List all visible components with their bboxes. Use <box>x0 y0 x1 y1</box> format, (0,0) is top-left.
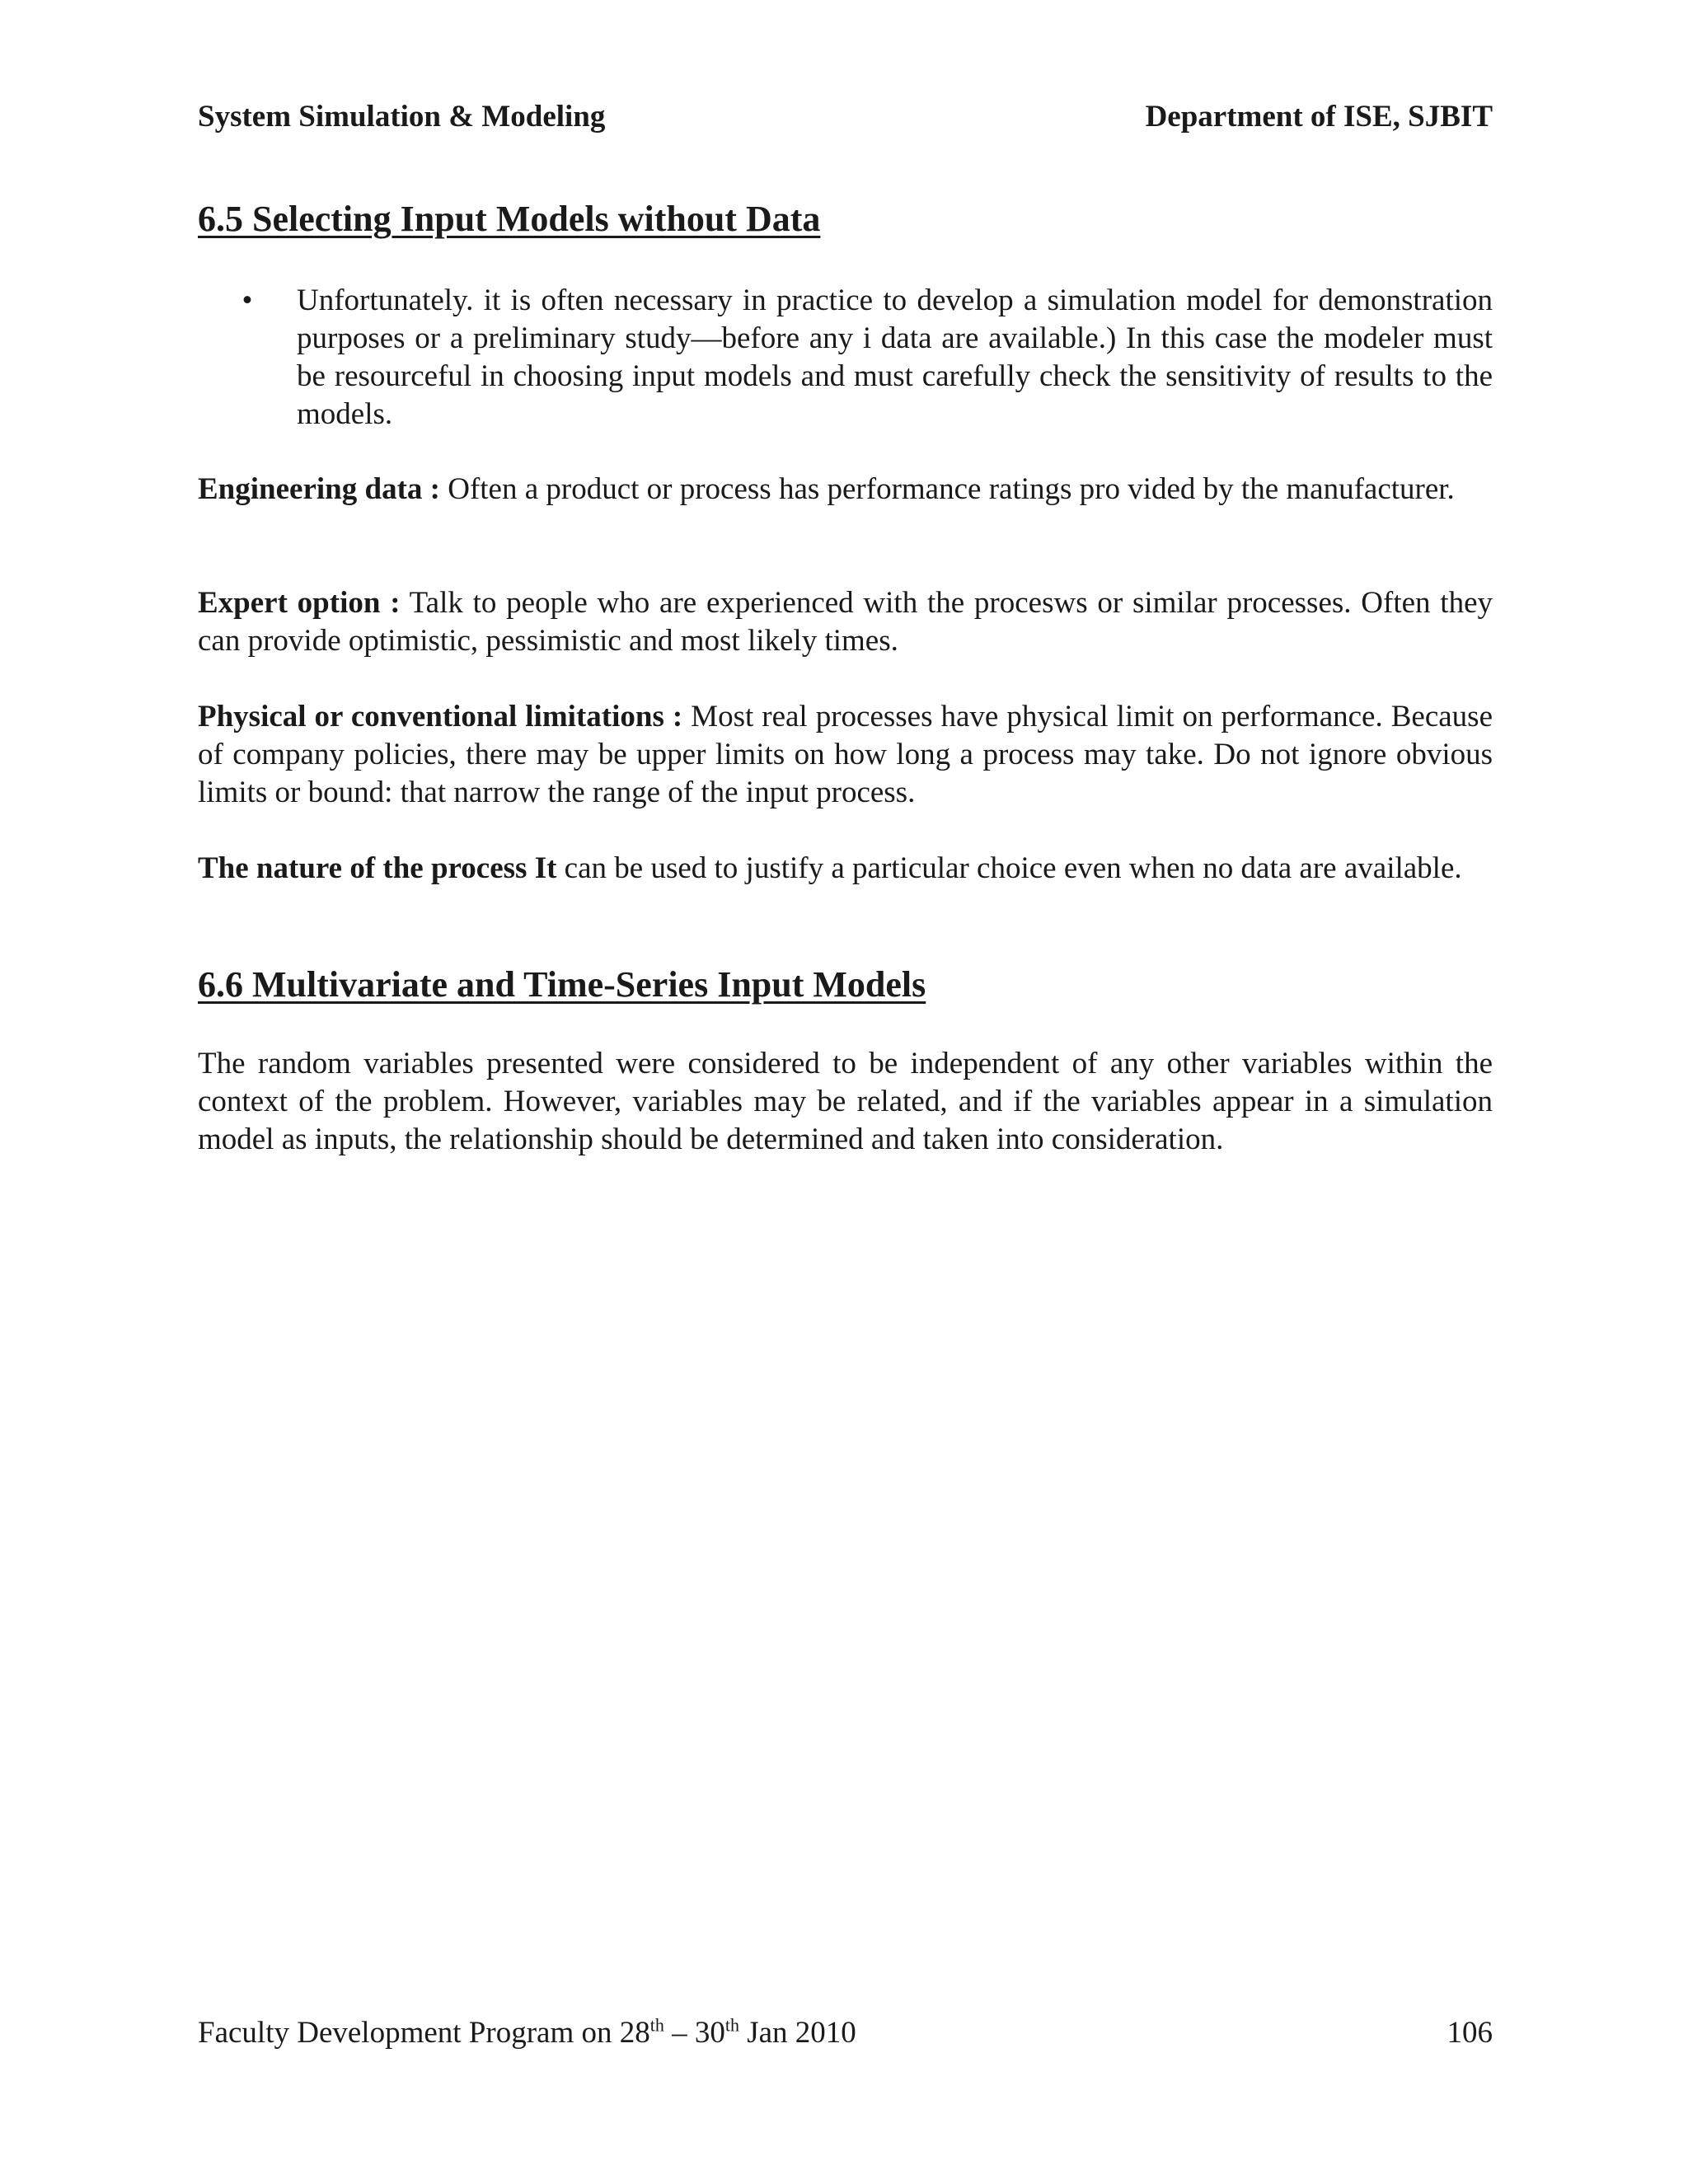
text-physical-limitations: Most real processes have physical limit on performance. Because of company policies, there may be upper limits on how long a process may take. Do not ignore obvious limits or bound: that narrow the range of the input process. <box>198 700 1493 809</box>
term-expert-option: Expert option : <box>198 586 401 620</box>
paragraph-multivariate: The random variables presented were considered to be independent of any other variables within the context of the problem. However, variables may be related, and if the variables appear in a simulation model as inputs, the relationship should be determined and taken into consideration. <box>198 1047 1493 1156</box>
paragraph-expert-option <box>198 584 1493 660</box>
bullet-icon: • <box>241 284 253 317</box>
footer-program-mid: – 30 <box>663 2016 725 2050</box>
paragraph-physical-limitations <box>198 698 1493 812</box>
text-expert-option: Talk to people who are experienced with the procesws or similar processes. Often they can provide optimistic, pessimistic and most likely times. <box>198 586 1493 658</box>
page-footer <box>198 2013 1493 2053</box>
page-header <box>198 97 1493 137</box>
footer-sup-2: th <box>724 2014 739 2036</box>
bullet-text: Unfortunately. it is often necessary in practice to develop a simulation model for demonstration purposes or a preliminary study—before any i data are available.) In this case the modeler must be resourceful in choosing input models and must carefully check the sensitivity of results to the models. <box>297 284 1493 431</box>
bullet-list-item <box>198 282 1493 434</box>
paragraph-nature-of-process <box>198 850 1493 888</box>
text-engineering-data: Often a product or process has performance ratings pro vided by the manufacturer. <box>439 472 1455 506</box>
section-heading-6-6: 6.6 Multivariate and Time-Series Input Models <box>198 964 926 1005</box>
header-department: Department of ISE, SJBIT <box>1145 100 1493 134</box>
term-engineering-data: Engineering data : <box>198 472 440 506</box>
footer-program <box>198 2013 856 2053</box>
footer-program-prefix: Faculty Development Program on 28 <box>198 2016 650 2050</box>
page-number: 106 <box>1447 2016 1493 2050</box>
header-course-title: System Simulation & Modeling <box>198 100 606 134</box>
section-heading-6-5: 6.5 Selecting Input Models without Data <box>198 199 821 239</box>
text-nature-of-process: can be used to justify a particular choice even when no data are available. <box>556 851 1462 885</box>
term-nature-of-process: The nature of the process It <box>198 851 557 885</box>
footer-program-suffix: Jan 2010 <box>738 2016 856 2050</box>
footer-sup-1: th <box>649 2014 664 2036</box>
term-physical-limitations: Physical or conventional limitations : <box>198 700 683 733</box>
paragraph-engineering-data <box>198 471 1493 509</box>
